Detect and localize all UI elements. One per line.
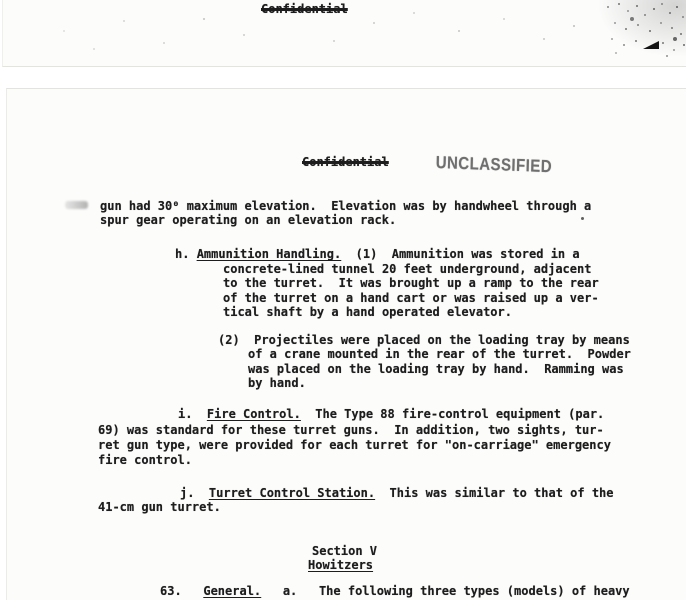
unclassified-stamp: UNCLASSIFIED: [435, 152, 553, 177]
para-h-text: (1) Ammunition was stored in a: [341, 247, 580, 261]
para-i-label: i.: [178, 407, 207, 421]
para-j-line-1: [180, 486, 614, 500]
para-j-text: This was similar to that of the: [375, 486, 614, 500]
intro-line-1: gun had 30⁰ maximum elevation. Elevation was by handwheel through a: [100, 199, 592, 213]
ink-dot: [581, 217, 584, 220]
para-63-line-1: [160, 584, 630, 598]
para-h-label: h.: [175, 247, 197, 261]
pencil-smudge: [65, 201, 88, 209]
para-j-heading: Turret Control Station.: [208, 486, 376, 500]
classification-header-prev: Confidential: [261, 2, 348, 16]
para-2-line-2: of a crane mounted in the rear of the turret. Powder: [248, 347, 631, 361]
section-heading: Section V: [312, 544, 378, 558]
para-i-text: The Type 88 fire-control equipment (par.: [300, 407, 605, 421]
classification-header: Confidential: [302, 155, 389, 169]
para-i-line-2: 69) was standard for these turret guns. In addition, two sights, tur-: [98, 423, 604, 437]
para-i-line-4: fire control.: [98, 453, 192, 467]
previous-page-strip: [2, 0, 686, 67]
para-j-line-2: 41-cm gun turret.: [98, 500, 221, 514]
para-i-line-3: ret gun type, were provided for each turret for "on-carriage" emergency: [98, 438, 611, 452]
para-i-line-1: [178, 407, 604, 421]
section-subheading: Howitzers: [308, 558, 374, 572]
para-h-line-4: of the turret on a hand cart or was raised up a ver-: [223, 291, 599, 305]
para-h-line-5: tical shaft by a hand operated elevator.: [223, 305, 512, 319]
para-2-line-3: was placed on the loading tray by hand. Ramming was: [248, 362, 624, 376]
para-63-heading: General.: [203, 584, 262, 598]
para-h-line-3: to the turret. It was brought up a ramp to the rear: [223, 276, 599, 290]
para-h-line-1: [175, 247, 580, 261]
para-2-line-4: by hand.: [248, 376, 306, 390]
para-i-heading: Fire Control.: [206, 407, 301, 421]
para-j-label: j.: [180, 486, 209, 500]
para-63-text: a. The following three types (models) of heavy: [261, 584, 630, 598]
scan-corner-shading: [599, 0, 686, 56]
para-2-line-1: (2) Projectiles were placed on the loading tray by means: [218, 333, 630, 347]
para-63-label: 63.: [160, 584, 204, 598]
para-h-line-2: concrete-lined tunnel 20 feet underground, adjacent: [223, 262, 592, 276]
intro-line-2: spur gear operating on an elevation rack.: [100, 213, 397, 227]
para-h-heading: Ammunition Handling.: [196, 247, 342, 261]
scan-noise-speckles: [3, 0, 5, 2]
